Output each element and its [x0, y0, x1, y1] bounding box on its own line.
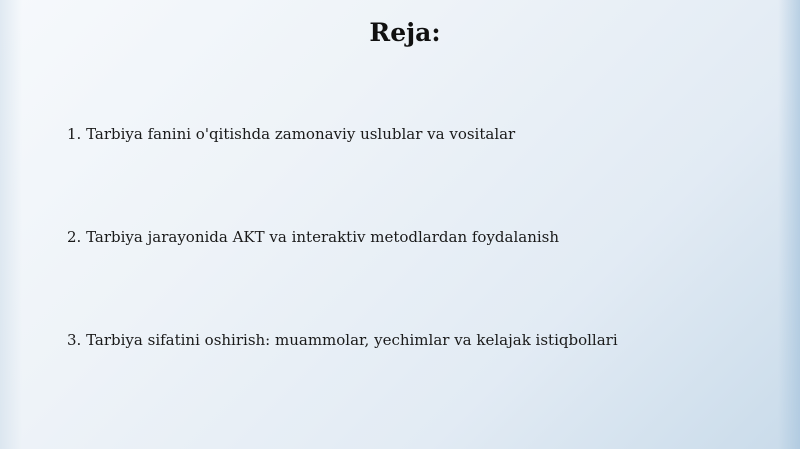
slide-title: Reja: — [369, 18, 441, 47]
plan-item-2: 2. Tarbiya jarayonida AKT va interaktiv metodlardan foydalanish — [67, 228, 560, 246]
right-edge-shading — [778, 0, 800, 449]
plan-item-1: 1. Tarbiya fanini o'qitishda zamonaviy uslublar va vositalar — [67, 125, 516, 143]
plan-item-3: 3. Tarbiya sifatini oshirish: muammolar, yechimlar va kelajak istiqbollari — [67, 331, 618, 349]
left-edge-shading — [0, 0, 22, 449]
